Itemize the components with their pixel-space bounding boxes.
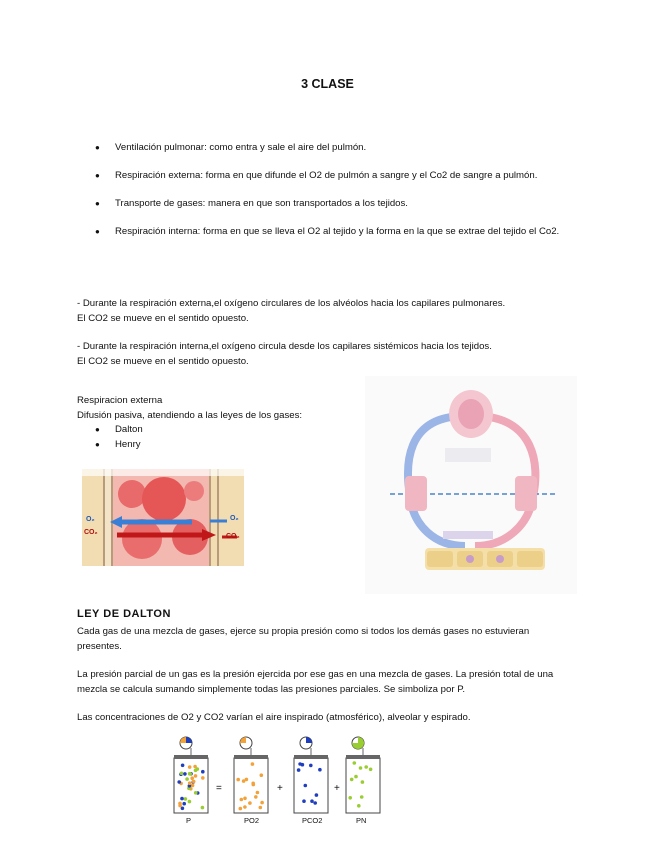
gas-particle	[361, 780, 365, 784]
page-title: 3 CLASE	[301, 77, 354, 91]
gas-particle	[359, 766, 363, 770]
gas-particle	[297, 768, 301, 772]
gas-particle	[360, 795, 364, 799]
gas-particle	[184, 797, 188, 801]
gas-particle	[185, 777, 189, 781]
gas-particle	[309, 764, 313, 768]
list-item: ● Respiración interna: forma en que se lleva el O2 al tejido y la forma en la que se extrae del tejido el Co2.	[95, 224, 565, 239]
gas-particle	[364, 765, 368, 769]
cylinder-label: P	[186, 816, 192, 825]
cylinder-n	[346, 737, 380, 813]
gas-particle	[236, 778, 240, 782]
gas-particle	[190, 776, 194, 780]
gas-particle	[178, 804, 182, 808]
gas-particle	[194, 774, 198, 778]
cylinder-label: PO2	[244, 816, 260, 825]
section-heading: Respiracion externa	[77, 395, 163, 406]
plus-operator: +	[334, 783, 340, 794]
gas-particle	[182, 802, 186, 806]
gas-particle	[298, 762, 302, 766]
gas-particle	[181, 764, 185, 768]
gas-particle	[354, 775, 358, 779]
gas-particle	[183, 772, 187, 776]
co2-label: CO₂	[84, 529, 98, 536]
gas-particle	[256, 791, 260, 795]
gas-particle	[194, 791, 198, 795]
list-item: ● Respiración externa: forma en que difunde el O2 de pulmón a sangre y el Co2 de sangre a pulmón.	[95, 168, 565, 183]
gas-particle	[248, 801, 252, 805]
gas-particle	[318, 768, 322, 772]
circulation-illustration	[365, 376, 577, 594]
gas-particle	[180, 772, 184, 776]
gas-particle	[188, 772, 192, 776]
list-item: ● Ventilación pulmonar: como entra y sale el aire del pulmón.	[95, 140, 565, 155]
gas-particle	[188, 765, 192, 769]
paragraph-line: El CO2 se mueve en el sentido opuesto.	[77, 356, 249, 367]
concentrations-paragraph: Las concentraciones de O2 y CO2 varían el aire inspirado (atmosférico), alveolar y espirado.	[77, 712, 471, 723]
paragraph-line: - Durante la respiración interna,el oxígeno circula desde los capilares sistémicos hacia los tejidos.	[77, 341, 492, 352]
external-respiration-paragraph	[77, 296, 577, 326]
gas-particle	[188, 781, 192, 785]
gas-particle	[201, 770, 205, 774]
dalton-paragraph: Cada gas de una mezcla de gases, ejerce su propia presión como si todos los demás gases no estuvieran presentes.	[77, 626, 530, 652]
topic-list	[95, 140, 565, 252]
gas-particle	[177, 780, 181, 784]
gas-particle	[188, 800, 192, 804]
list-item: ● Henry	[95, 437, 143, 452]
gas-particle	[260, 773, 264, 777]
cylinder-label: PN	[356, 816, 367, 825]
gas-particle	[310, 799, 314, 803]
gas-particle	[192, 780, 196, 784]
cylinder-label: PCO2	[302, 816, 323, 825]
gas-particle	[243, 805, 247, 809]
section-subheading: Difusión pasiva, atendiendo a las leyes de los gases:	[77, 410, 303, 421]
gas-particle	[369, 768, 373, 772]
co2-label: CO₂	[226, 533, 240, 540]
equals-operator: =	[216, 783, 222, 794]
gas-particle	[353, 761, 357, 765]
list-item: ● Transporte de gases: manera en que son transportados a los tejidos.	[95, 196, 565, 211]
diffusion-figure	[82, 469, 244, 566]
o2-label: O₂	[230, 515, 239, 522]
gas-particle	[304, 784, 308, 788]
gas-particle	[302, 799, 306, 803]
gas-particle	[196, 767, 200, 771]
diffusion-illustration	[82, 469, 244, 566]
list-item: ● Dalton	[95, 422, 143, 437]
gas-laws-list	[95, 422, 143, 452]
gas-particle	[313, 801, 317, 805]
gas-particle	[251, 762, 255, 766]
gas-particle	[357, 804, 361, 808]
internal-respiration-paragraph	[77, 339, 577, 369]
partial-pressure-paragraph: La presión parcial de un gas es la presión ejercida por ese gas en una mezcla de gases. La presión total de una mezcla se calcula sumando simplemente todas las presiones parciales. Se simboliza por P.	[77, 669, 554, 695]
gas-particle	[348, 796, 352, 800]
gas-particle	[239, 807, 243, 811]
gas-particle	[243, 797, 247, 801]
gas-particle	[252, 783, 256, 787]
cylinders-illustration	[166, 733, 386, 828]
gas-particle	[242, 779, 246, 783]
paragraph-line: El CO2 se mueve en el sentido opuesto.	[77, 313, 249, 324]
gas-particle	[315, 793, 319, 797]
paragraph-line: - Durante la respiración externa,el oxígeno circulares de los alvéolos hacia los capilares pulmonares.	[77, 298, 506, 309]
gas-particle	[259, 806, 263, 810]
dalton-heading: LEY DE DALTON	[77, 608, 171, 620]
dalton-cylinders-figure	[166, 733, 386, 828]
circulation-diagram	[365, 376, 577, 594]
gas-particle	[240, 798, 244, 802]
gas-particle	[350, 778, 354, 782]
gas-particle	[201, 806, 205, 810]
gas-particle	[254, 795, 258, 799]
plus-operator: +	[277, 783, 283, 794]
gas-particle	[180, 797, 184, 801]
external-respiration-block	[77, 393, 357, 423]
o2-label: O₂	[86, 516, 95, 523]
gas-particle	[191, 784, 195, 788]
gas-particle	[260, 801, 264, 805]
gas-particle	[201, 776, 205, 780]
